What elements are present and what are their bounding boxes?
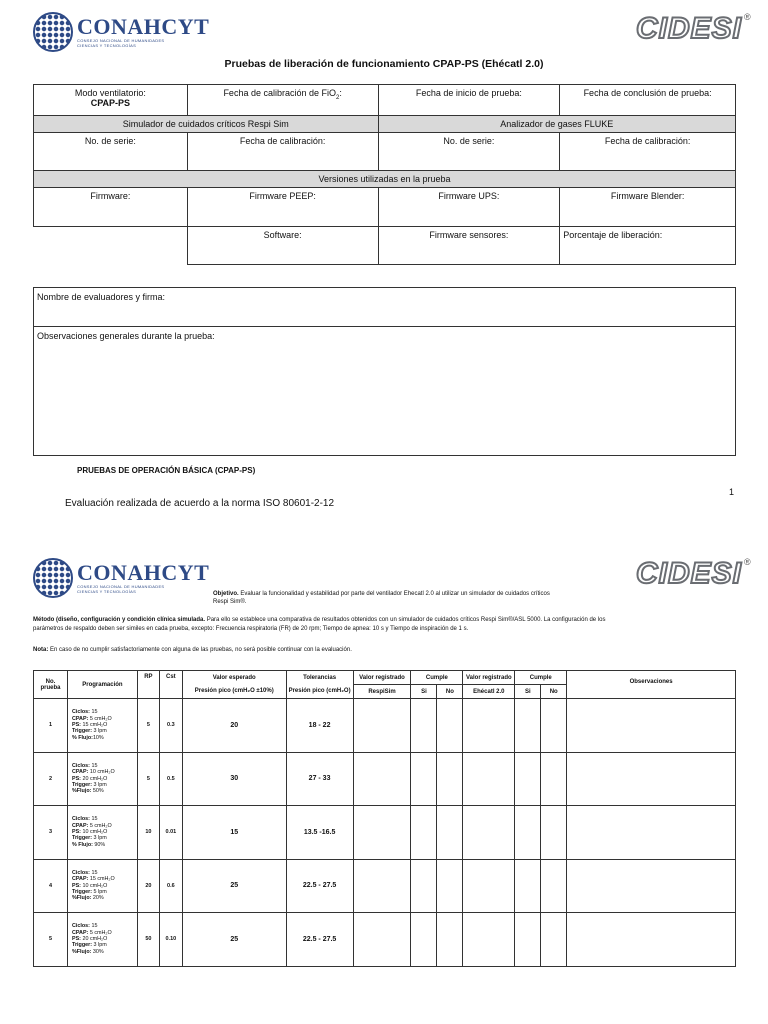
- modo-label: Modo ventilatorio:: [74, 88, 146, 98]
- table-row: [34, 913, 736, 967]
- conahcyt-subtitle-1-2: CONSEJO NACIONAL DE HUMANIDADES: [77, 584, 165, 589]
- programacion-line: PS: 10 cmH₂O: [71, 882, 108, 889]
- sim-calibracion-label: Fecha de calibración:: [239, 136, 326, 146]
- section-title: PRUEBAS DE OPERACIÓN BÁSICA (CPAP-PS): [77, 466, 256, 475]
- fluke-serie-cell[interactable]: [378, 133, 560, 171]
- software-cell[interactable]: [187, 227, 378, 265]
- programacion-line: Trigger: 3 lpm: [71, 942, 107, 949]
- cell-cumple2-si[interactable]: [515, 913, 541, 967]
- cell-respisim-input[interactable]: [353, 699, 411, 753]
- programacion-line: %Flujo: 30%: [71, 948, 104, 955]
- cell-cumple-no[interactable]: [437, 913, 463, 967]
- release-form-table: [33, 84, 736, 265]
- fluke-serie-label: No. de serie:: [443, 136, 495, 146]
- sim-calibracion-cell[interactable]: [187, 133, 378, 171]
- fluke-calibracion-cell[interactable]: [560, 133, 736, 171]
- cell-cumple2-no[interactable]: [541, 699, 567, 753]
- firmware-ups-label: Firmware UPS:: [438, 191, 500, 201]
- programacion-line: PS: 20 cmH₂O: [71, 775, 108, 782]
- fecha-fio2-cell[interactable]: [187, 85, 378, 116]
- cell-cumple2-no[interactable]: [541, 752, 567, 806]
- programacion-line: Trigger: 3 lpm: [71, 781, 107, 788]
- th-valor-registrado-2: Valor registrado: [463, 671, 515, 685]
- programacion-line: PS: 20 cmH₂O: [71, 936, 108, 943]
- cell-cumple2-no[interactable]: [541, 913, 567, 967]
- cell-cumple-no[interactable]: [437, 699, 463, 753]
- programacion-line: CPAP: 5 cmH₂O: [71, 822, 112, 829]
- registered-mark: ®: [744, 12, 751, 22]
- fecha-inicio-label: Fecha de inicio de prueba:: [415, 88, 522, 98]
- nota-paragraph: [33, 647, 352, 653]
- th-cumple: Cumple: [411, 671, 463, 685]
- cell-ehecatl-input[interactable]: [463, 752, 515, 806]
- cidesi-logo: [636, 12, 751, 46]
- cell-valor-esperado: 15: [182, 806, 286, 860]
- cell-rp: 50: [137, 913, 159, 967]
- conahcyt-logo: [33, 12, 209, 52]
- th-cumple-2: Cumple: [515, 671, 567, 685]
- metodo-text: Para ello se establece una comparativa de resultados obtenidos con un simulador de cuidados críticos Respi Sim®/ASL 5000. La configuración de los: [205, 617, 606, 623]
- cell-cumple2-no[interactable]: [541, 806, 567, 860]
- cell-ehecatl-input[interactable]: [463, 913, 515, 967]
- fecha-conclusion-cell[interactable]: [560, 85, 736, 116]
- result-rows: [34, 699, 736, 967]
- cell-observaciones[interactable]: [567, 859, 736, 913]
- th-no: No: [437, 685, 463, 699]
- page-number: 1: [729, 487, 735, 497]
- porcentaje-cell[interactable]: [560, 227, 736, 265]
- evaluadores-label: Nombre de evaluadores y firma:: [37, 292, 166, 302]
- cell-valor-esperado: 20: [182, 699, 286, 753]
- globe-icon: [33, 558, 73, 598]
- table-row: [34, 752, 736, 806]
- cell-observaciones[interactable]: [567, 752, 736, 806]
- modo-cell[interactable]: [34, 85, 188, 116]
- cell-ehecatl-input[interactable]: [463, 859, 515, 913]
- cidesi-name: CIDESI: [636, 12, 743, 45]
- th-valor-registrado: Valor registrado: [353, 671, 411, 685]
- cell-cst: 0.10: [159, 913, 182, 967]
- cell-cumple2-si[interactable]: [515, 859, 541, 913]
- cell-programacion: [67, 859, 137, 913]
- cell-cumple-si[interactable]: [411, 913, 437, 967]
- conahcyt-name: CONAHCYT: [77, 14, 210, 39]
- cell-ehecatl-input[interactable]: [463, 699, 515, 753]
- page-title: Pruebas de liberación de funcionamiento CPAP-PS (Ehécatl 2.0): [224, 58, 544, 70]
- programacion-line: CPAP: 5 cmH₂O: [71, 715, 112, 722]
- cell-respisim-input[interactable]: [353, 859, 411, 913]
- conahcyt-subtitle-1: CONSEJO NACIONAL DE HUMANIDADES: [77, 38, 165, 43]
- globe-icon: [33, 12, 73, 52]
- cell-programacion: [67, 699, 137, 753]
- software-label: Software:: [263, 230, 302, 240]
- firmware-sensores-cell[interactable]: [378, 227, 560, 265]
- nota-text: En caso de no cumplir satisfactoriamente con alguna de las pruebas, no será posible continuar con la evaluación.: [48, 647, 352, 653]
- th-presion-pico-esp: Presión pico (cmH₂O ±10%): [182, 685, 286, 699]
- empty-cell: [34, 227, 188, 265]
- cell-cumple-si[interactable]: [411, 806, 437, 860]
- cell-no-prueba: 2: [34, 752, 68, 806]
- fio2-subscript: 2: [336, 94, 340, 101]
- table-row: [34, 859, 736, 913]
- cell-rp: 20: [137, 859, 159, 913]
- versiones-header: Versiones utilizadas en la prueba: [34, 171, 736, 188]
- cell-cumple2-si[interactable]: [515, 752, 541, 806]
- programacion-line: Trigger: 5 lpm: [71, 888, 107, 895]
- cell-cumple-no[interactable]: [437, 859, 463, 913]
- table-row: [34, 806, 736, 860]
- conahcyt-logo-2: [33, 558, 209, 598]
- th-ehecatl: Ehécatl 2.0: [463, 685, 515, 699]
- cell-cumple-si[interactable]: [411, 752, 437, 806]
- th-tolerancias: Tolerancias: [286, 671, 353, 685]
- programacion-line: Ciclos: 15: [71, 762, 98, 769]
- programacion-line: Ciclos: 15: [71, 869, 98, 876]
- programacion-line: % Flujo:10%: [71, 734, 104, 741]
- cell-valor-esperado: 25: [182, 859, 286, 913]
- metodo-text-2: parámetros de respaldo deben ser similes en cada prueba, excepto: Frecuencia respiratoria (FR) de 20 rpm; Tiempo de apnea: 10 s y Tiempo de inspiración de 1 s.: [33, 626, 469, 632]
- simulador-header: Simulador de cuidados críticos Respi Sim: [34, 116, 379, 133]
- fluke-header: Analizador de gases FLUKE: [378, 116, 735, 133]
- evaluadores-field[interactable]: [33, 287, 736, 327]
- metodo-label: Método (diseño, configuración y condición clínica simulada.: [33, 617, 206, 623]
- programacion-line: PS: 15 cmH₂O: [71, 722, 108, 729]
- results-table: [33, 670, 736, 967]
- programacion-line: CPAP: 15 cmH₂O: [71, 876, 115, 883]
- th-si-2: Si: [515, 685, 541, 699]
- firmware-sensores-label: Firmware sensores:: [429, 230, 509, 240]
- cell-observaciones[interactable]: [567, 913, 736, 967]
- programacion-line: Ciclos: 15: [71, 816, 98, 823]
- sim-serie-cell[interactable]: [34, 133, 188, 171]
- objetivo-text: Evaluar la funcionalidad y estabilidad por parte del ventilador Ehecatl 2.0 al utilizar un simulador de cuidados críticos: [238, 591, 550, 597]
- cell-cst: 0.5: [159, 752, 182, 806]
- firmware-cell[interactable]: [34, 188, 188, 227]
- cell-rp: 5: [137, 699, 159, 753]
- conahcyt-subtitle-2: CIENCIAS Y TECNOLOGÍAS: [77, 43, 137, 48]
- programacion-line: Ciclos: 15: [71, 923, 98, 930]
- firmware-peep-cell[interactable]: [187, 188, 378, 227]
- cell-rp: 10: [137, 806, 159, 860]
- cell-respisim-input[interactable]: [353, 806, 411, 860]
- fecha-inicio-cell[interactable]: [378, 85, 560, 116]
- metodo-paragraph: [33, 616, 738, 634]
- programacion-line: %Flujo: 50%: [71, 788, 104, 795]
- programacion-line: CPAP: 5 cmH₂O: [71, 929, 112, 936]
- cell-programacion: [67, 806, 137, 860]
- cell-no-prueba: 5: [34, 913, 68, 967]
- cell-cst: 0.3: [159, 699, 182, 753]
- norma-text: Evaluación realizada de acuerdo a la norma ISO 80601-2-12: [65, 498, 335, 509]
- cell-no-prueba: 1: [34, 699, 68, 753]
- cell-respisim-input[interactable]: [353, 913, 411, 967]
- cell-no-prueba: 4: [34, 859, 68, 913]
- fluke-calibracion-label: Fecha de calibración:: [604, 136, 691, 146]
- firmware-blender-label: Firmware Blender:: [610, 191, 685, 201]
- firmware-blender-cell[interactable]: [560, 188, 736, 227]
- cell-cumple-no[interactable]: [437, 752, 463, 806]
- th-valor-esperado: Valor esperado: [182, 671, 286, 685]
- conahcyt-name-2: CONAHCYT: [77, 560, 210, 585]
- th-respisim: RespiSim: [353, 685, 411, 699]
- sim-serie-label: No. de serie:: [84, 136, 136, 146]
- registered-mark-2: ®: [744, 557, 751, 567]
- th-no-2: No: [541, 685, 567, 699]
- fecha-fio2-label: Fecha de calibración de FiO: [223, 88, 336, 98]
- cell-valor-esperado: 25: [182, 913, 286, 967]
- th-programacion: Programación: [67, 671, 137, 699]
- cell-valor-esperado: 30: [182, 752, 286, 806]
- objetivo-text-2: Respi Sim®.: [213, 599, 247, 605]
- nota-label: Nota:: [33, 647, 49, 653]
- fio2-colon: :: [339, 88, 342, 98]
- cell-cst: 0.01: [159, 806, 182, 860]
- firmware-peep-label: Firmware PEEP:: [249, 191, 316, 201]
- programacion-line: Trigger: 3 lpm: [71, 728, 107, 735]
- cell-tolerancias: 27 - 33: [286, 752, 353, 806]
- th-presion-pico-tol: Presión pico (cmH₂O): [286, 685, 353, 699]
- cell-cumple2-no[interactable]: [541, 859, 567, 913]
- conahcyt-subtitle-2-2: CIENCIAS Y TECNOLOGÍAS: [77, 589, 137, 594]
- programacion-line: Trigger: 3 lpm: [71, 835, 107, 842]
- cell-cumple2-si[interactable]: [515, 806, 541, 860]
- th-si: Si: [411, 685, 437, 699]
- programacion-line: Ciclos: 15: [71, 709, 98, 716]
- th-observaciones: Observaciones: [567, 671, 736, 699]
- programacion-line: %Flujo: 20%: [71, 895, 104, 902]
- cell-no-prueba: 3: [34, 806, 68, 860]
- cell-cumple-si[interactable]: [411, 699, 437, 753]
- cell-cumple-si[interactable]: [411, 859, 437, 913]
- programacion-line: CPAP: 10 cmH₂O: [71, 769, 115, 776]
- cell-programacion: [67, 752, 137, 806]
- observaciones-label: Observaciones generales durante la prueba:: [37, 331, 215, 341]
- th-cst: Cst: [159, 671, 182, 699]
- cell-respisim-input[interactable]: [353, 752, 411, 806]
- cell-programacion: [67, 913, 137, 967]
- table-row: [34, 699, 736, 753]
- cell-cumple-no[interactable]: [437, 806, 463, 860]
- cell-ehecatl-input[interactable]: [463, 806, 515, 860]
- cell-rp: 5: [137, 752, 159, 806]
- cell-observaciones[interactable]: [567, 806, 736, 860]
- programacion-line: PS: 10 cmH₂O: [71, 829, 108, 836]
- objetivo-paragraph: [213, 590, 633, 606]
- cell-tolerancias: 22.5 - 27.5: [286, 859, 353, 913]
- observaciones-field[interactable]: [33, 327, 736, 456]
- cell-cst: 0.6: [159, 859, 182, 913]
- cell-tolerancias: 22.5 - 27.5: [286, 913, 353, 967]
- firmware-label: Firmware:: [90, 191, 131, 201]
- programacion-line: % Flujo: 90%: [71, 841, 106, 848]
- th-rp: RP: [137, 671, 159, 699]
- cell-tolerancias: 18 - 22: [286, 699, 353, 753]
- cell-cumple2-si[interactable]: [515, 699, 541, 753]
- fecha-conclusion-label: Fecha de conclusión de prueba:: [583, 88, 712, 98]
- firmware-ups-cell[interactable]: [378, 188, 560, 227]
- th-no-prueba: No. prueba: [34, 671, 68, 699]
- cidesi-name-2: CIDESI: [636, 557, 743, 590]
- cidesi-logo-2: [636, 557, 751, 591]
- cell-observaciones[interactable]: [567, 699, 736, 753]
- objetivo-label: Objetivo.: [213, 591, 239, 597]
- porcentaje-label: Porcentaje de liberación:: [563, 230, 663, 240]
- cell-tolerancias: 13.5 -16.5: [286, 806, 353, 860]
- modo-value: CPAP-PS: [90, 98, 131, 108]
